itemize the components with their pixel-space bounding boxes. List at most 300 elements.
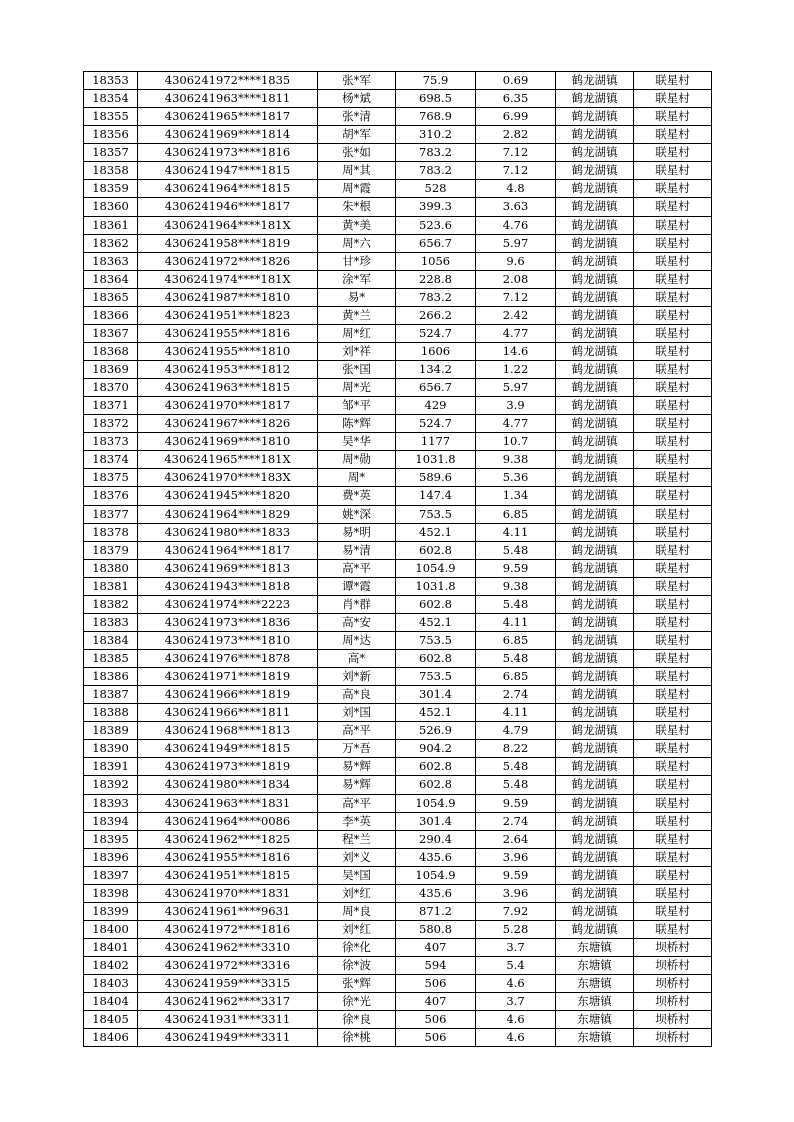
name-cell: 高*平 xyxy=(318,722,396,740)
village-cell: 联星村 xyxy=(634,920,712,938)
row-number-cell: 18403 xyxy=(84,975,138,993)
amount-cell: 783.2 xyxy=(396,288,476,306)
table-row xyxy=(84,740,712,758)
town-cell: 鹤龙湖镇 xyxy=(556,794,634,812)
table-row xyxy=(84,451,712,469)
table-row xyxy=(84,794,712,812)
town-cell: 鹤龙湖镇 xyxy=(556,758,634,776)
area-cell: 14.6 xyxy=(476,342,556,360)
name-cell: 黄*兰 xyxy=(318,306,396,324)
name-cell: 刘*红 xyxy=(318,884,396,902)
amount-cell: 602.8 xyxy=(396,595,476,613)
table-row xyxy=(84,758,712,776)
village-cell: 坝桥村 xyxy=(634,939,712,957)
name-cell: 刘*义 xyxy=(318,848,396,866)
town-cell: 东塘镇 xyxy=(556,1029,634,1047)
village-cell: 联星村 xyxy=(634,884,712,902)
amount-cell: 602.8 xyxy=(396,776,476,794)
village-cell: 坝桥村 xyxy=(634,993,712,1011)
row-number-cell: 18356 xyxy=(84,126,138,144)
amount-cell: 656.7 xyxy=(396,234,476,252)
row-number-cell: 18392 xyxy=(84,776,138,794)
amount-cell: 528 xyxy=(396,180,476,198)
amount-cell: 524.7 xyxy=(396,324,476,342)
village-cell: 联星村 xyxy=(634,541,712,559)
village-cell: 联星村 xyxy=(634,415,712,433)
name-cell: 甘*珍 xyxy=(318,252,396,270)
village-cell: 联星村 xyxy=(634,577,712,595)
id-number-cell: 4306241958****1819 xyxy=(138,234,318,252)
row-number-cell: 18366 xyxy=(84,306,138,324)
table-row xyxy=(84,902,712,920)
name-cell: 周*勋 xyxy=(318,451,396,469)
row-number-cell: 18405 xyxy=(84,1011,138,1029)
name-cell: 易*清 xyxy=(318,541,396,559)
village-cell: 联星村 xyxy=(634,848,712,866)
town-cell: 鹤龙湖镇 xyxy=(556,216,634,234)
row-number-cell: 18399 xyxy=(84,902,138,920)
name-cell: 刘*新 xyxy=(318,668,396,686)
town-cell: 鹤龙湖镇 xyxy=(556,595,634,613)
village-cell: 联星村 xyxy=(634,324,712,342)
id-number-cell: 4306241955****1810 xyxy=(138,342,318,360)
id-number-cell: 4306241943****1818 xyxy=(138,577,318,595)
village-cell: 联星村 xyxy=(634,866,712,884)
name-cell: 刘*红 xyxy=(318,920,396,938)
village-cell: 联星村 xyxy=(634,252,712,270)
id-number-cell: 4306241964****0086 xyxy=(138,812,318,830)
id-number-cell: 4306241974****181X xyxy=(138,270,318,288)
amount-cell: 147.4 xyxy=(396,487,476,505)
id-number-cell: 4306241973****1810 xyxy=(138,631,318,649)
row-number-cell: 18359 xyxy=(84,180,138,198)
name-cell: 朱*根 xyxy=(318,198,396,216)
id-number-cell: 4306241964****1815 xyxy=(138,180,318,198)
row-number-cell: 18358 xyxy=(84,162,138,180)
id-number-cell: 4306241967****1826 xyxy=(138,415,318,433)
village-cell: 联星村 xyxy=(634,559,712,577)
town-cell: 鹤龙湖镇 xyxy=(556,577,634,595)
village-cell: 联星村 xyxy=(634,397,712,415)
name-cell: 周*光 xyxy=(318,379,396,397)
town-cell: 东塘镇 xyxy=(556,1011,634,1029)
data-table xyxy=(83,71,712,1047)
id-number-cell: 4306241962****3317 xyxy=(138,993,318,1011)
name-cell: 徐*波 xyxy=(318,957,396,975)
amount-cell: 1054.9 xyxy=(396,794,476,812)
row-number-cell: 18402 xyxy=(84,957,138,975)
amount-cell: 698.5 xyxy=(396,90,476,108)
area-cell: 5.48 xyxy=(476,758,556,776)
area-cell: 3.96 xyxy=(476,884,556,902)
table-row xyxy=(84,975,712,993)
town-cell: 鹤龙湖镇 xyxy=(556,631,634,649)
area-cell: 4.11 xyxy=(476,613,556,631)
village-cell: 联星村 xyxy=(634,902,712,920)
name-cell: 周*其 xyxy=(318,162,396,180)
id-number-cell: 4306241951****1823 xyxy=(138,306,318,324)
amount-cell: 602.8 xyxy=(396,541,476,559)
row-number-cell: 18380 xyxy=(84,559,138,577)
area-cell: 6.35 xyxy=(476,90,556,108)
area-cell: 6.85 xyxy=(476,505,556,523)
town-cell: 鹤龙湖镇 xyxy=(556,342,634,360)
village-cell: 联星村 xyxy=(634,794,712,812)
town-cell: 鹤龙湖镇 xyxy=(556,505,634,523)
amount-cell: 266.2 xyxy=(396,306,476,324)
table-row xyxy=(84,939,712,957)
town-cell: 鹤龙湖镇 xyxy=(556,90,634,108)
amount-cell: 506 xyxy=(396,975,476,993)
town-cell: 鹤龙湖镇 xyxy=(556,559,634,577)
village-cell: 联星村 xyxy=(634,740,712,758)
amount-cell: 602.8 xyxy=(396,650,476,668)
village-cell: 联星村 xyxy=(634,144,712,162)
table-row xyxy=(84,198,712,216)
amount-cell: 301.4 xyxy=(396,686,476,704)
row-number-cell: 18382 xyxy=(84,595,138,613)
village-cell: 联星村 xyxy=(634,722,712,740)
row-number-cell: 18361 xyxy=(84,216,138,234)
id-number-cell: 4306241980****1833 xyxy=(138,523,318,541)
id-number-cell: 4306241965****181X xyxy=(138,451,318,469)
row-number-cell: 18394 xyxy=(84,812,138,830)
area-cell: 1.34 xyxy=(476,487,556,505)
village-cell: 联星村 xyxy=(634,72,712,90)
area-cell: 2.74 xyxy=(476,686,556,704)
row-number-cell: 18393 xyxy=(84,794,138,812)
area-cell: 9.59 xyxy=(476,866,556,884)
area-cell: 3.63 xyxy=(476,198,556,216)
amount-cell: 783.2 xyxy=(396,144,476,162)
row-number-cell: 18398 xyxy=(84,884,138,902)
row-number-cell: 18396 xyxy=(84,848,138,866)
town-cell: 鹤龙湖镇 xyxy=(556,920,634,938)
town-cell: 鹤龙湖镇 xyxy=(556,234,634,252)
row-number-cell: 18383 xyxy=(84,613,138,631)
name-cell: 费*英 xyxy=(318,487,396,505)
row-number-cell: 18387 xyxy=(84,686,138,704)
name-cell: 徐*光 xyxy=(318,993,396,1011)
table-row xyxy=(84,415,712,433)
amount-cell: 1177 xyxy=(396,433,476,451)
town-cell: 鹤龙湖镇 xyxy=(556,306,634,324)
town-cell: 东塘镇 xyxy=(556,939,634,957)
village-cell: 联星村 xyxy=(634,162,712,180)
name-cell: 张*国 xyxy=(318,361,396,379)
id-number-cell: 4306241968****1813 xyxy=(138,722,318,740)
table-row xyxy=(84,306,712,324)
town-cell: 鹤龙湖镇 xyxy=(556,523,634,541)
amount-cell: 594 xyxy=(396,957,476,975)
village-cell: 联星村 xyxy=(634,469,712,487)
town-cell: 鹤龙湖镇 xyxy=(556,884,634,902)
area-cell: 10.7 xyxy=(476,433,556,451)
id-number-cell: 4306241974****2223 xyxy=(138,595,318,613)
row-number-cell: 18355 xyxy=(84,108,138,126)
id-number-cell: 4306241931****3311 xyxy=(138,1011,318,1029)
id-number-cell: 4306241945****1820 xyxy=(138,487,318,505)
amount-cell: 429 xyxy=(396,397,476,415)
id-number-cell: 4306241963****1811 xyxy=(138,90,318,108)
id-number-cell: 4306241961****9631 xyxy=(138,902,318,920)
table-row xyxy=(84,288,712,306)
amount-cell: 290.4 xyxy=(396,830,476,848)
row-number-cell: 18367 xyxy=(84,324,138,342)
town-cell: 鹤龙湖镇 xyxy=(556,469,634,487)
town-cell: 鹤龙湖镇 xyxy=(556,704,634,722)
amount-cell: 1054.9 xyxy=(396,866,476,884)
town-cell: 鹤龙湖镇 xyxy=(556,108,634,126)
town-cell: 鹤龙湖镇 xyxy=(556,812,634,830)
town-cell: 鹤龙湖镇 xyxy=(556,252,634,270)
area-cell: 7.12 xyxy=(476,144,556,162)
row-number-cell: 18400 xyxy=(84,920,138,938)
area-cell: 4.11 xyxy=(476,704,556,722)
town-cell: 鹤龙湖镇 xyxy=(556,288,634,306)
table-row xyxy=(84,613,712,631)
town-cell: 鹤龙湖镇 xyxy=(556,541,634,559)
row-number-cell: 18397 xyxy=(84,866,138,884)
table-row xyxy=(84,216,712,234)
village-cell: 联星村 xyxy=(634,776,712,794)
id-number-cell: 4306241969****1814 xyxy=(138,126,318,144)
area-cell: 4.77 xyxy=(476,324,556,342)
amount-cell: 783.2 xyxy=(396,162,476,180)
table-row xyxy=(84,704,712,722)
town-cell: 鹤龙湖镇 xyxy=(556,361,634,379)
town-cell: 鹤龙湖镇 xyxy=(556,397,634,415)
area-cell: 0.69 xyxy=(476,72,556,90)
village-cell: 联星村 xyxy=(634,595,712,613)
village-cell: 坝桥村 xyxy=(634,957,712,975)
area-cell: 2.42 xyxy=(476,306,556,324)
amount-cell: 435.6 xyxy=(396,848,476,866)
id-number-cell: 4306241951****1815 xyxy=(138,866,318,884)
row-number-cell: 18390 xyxy=(84,740,138,758)
town-cell: 鹤龙湖镇 xyxy=(556,433,634,451)
row-number-cell: 18365 xyxy=(84,288,138,306)
name-cell: 刘*祥 xyxy=(318,342,396,360)
name-cell: 周* xyxy=(318,469,396,487)
row-number-cell: 18375 xyxy=(84,469,138,487)
table-row xyxy=(84,866,712,884)
area-cell: 5.4 xyxy=(476,957,556,975)
name-cell: 程*兰 xyxy=(318,830,396,848)
row-number-cell: 18391 xyxy=(84,758,138,776)
amount-cell: 589.6 xyxy=(396,469,476,487)
row-number-cell: 18381 xyxy=(84,577,138,595)
table-row xyxy=(84,252,712,270)
amount-cell: 452.1 xyxy=(396,704,476,722)
area-cell: 9.38 xyxy=(476,577,556,595)
table-row xyxy=(84,631,712,649)
name-cell: 徐*化 xyxy=(318,939,396,957)
area-cell: 4.6 xyxy=(476,1011,556,1029)
village-cell: 联星村 xyxy=(634,216,712,234)
row-number-cell: 18395 xyxy=(84,830,138,848)
id-number-cell: 4306241964****181X xyxy=(138,216,318,234)
area-cell: 4.11 xyxy=(476,523,556,541)
name-cell: 徐*桃 xyxy=(318,1029,396,1047)
area-cell: 5.97 xyxy=(476,379,556,397)
row-number-cell: 18376 xyxy=(84,487,138,505)
area-cell: 3.7 xyxy=(476,939,556,957)
table-row xyxy=(84,505,712,523)
table-row xyxy=(84,72,712,90)
name-cell: 高*安 xyxy=(318,613,396,631)
table-row xyxy=(84,848,712,866)
amount-cell: 526.9 xyxy=(396,722,476,740)
town-cell: 鹤龙湖镇 xyxy=(556,776,634,794)
name-cell: 黄*美 xyxy=(318,216,396,234)
name-cell: 张*如 xyxy=(318,144,396,162)
table-row xyxy=(84,180,712,198)
name-cell: 易*辉 xyxy=(318,758,396,776)
id-number-cell: 4306241972****3316 xyxy=(138,957,318,975)
area-cell: 6.85 xyxy=(476,631,556,649)
village-cell: 联星村 xyxy=(634,523,712,541)
village-cell: 联星村 xyxy=(634,686,712,704)
row-number-cell: 18363 xyxy=(84,252,138,270)
amount-cell: 524.7 xyxy=(396,415,476,433)
name-cell: 高* xyxy=(318,650,396,668)
table-row xyxy=(84,686,712,704)
id-number-cell: 4306241966****1819 xyxy=(138,686,318,704)
row-number-cell: 18378 xyxy=(84,523,138,541)
table-row xyxy=(84,397,712,415)
village-cell: 联星村 xyxy=(634,451,712,469)
name-cell: 徐*良 xyxy=(318,1011,396,1029)
id-number-cell: 4306241953****1812 xyxy=(138,361,318,379)
id-number-cell: 4306241965****1817 xyxy=(138,108,318,126)
amount-cell: 407 xyxy=(396,939,476,957)
area-cell: 7.92 xyxy=(476,902,556,920)
town-cell: 鹤龙湖镇 xyxy=(556,740,634,758)
row-number-cell: 18369 xyxy=(84,361,138,379)
row-number-cell: 18374 xyxy=(84,451,138,469)
table-row xyxy=(84,830,712,848)
area-cell: 4.6 xyxy=(476,975,556,993)
town-cell: 鹤龙湖镇 xyxy=(556,902,634,920)
table-row xyxy=(84,90,712,108)
row-number-cell: 18377 xyxy=(84,505,138,523)
area-cell: 3.96 xyxy=(476,848,556,866)
table-row xyxy=(84,812,712,830)
name-cell: 姚*深 xyxy=(318,505,396,523)
village-cell: 联星村 xyxy=(634,613,712,631)
area-cell: 5.48 xyxy=(476,776,556,794)
table-row xyxy=(84,595,712,613)
name-cell: 易*辉 xyxy=(318,776,396,794)
name-cell: 易* xyxy=(318,288,396,306)
area-cell: 3.7 xyxy=(476,993,556,1011)
id-number-cell: 4306241976****1878 xyxy=(138,650,318,668)
name-cell: 高*良 xyxy=(318,686,396,704)
id-number-cell: 4306241949****3311 xyxy=(138,1029,318,1047)
table-row xyxy=(84,324,712,342)
town-cell: 鹤龙湖镇 xyxy=(556,830,634,848)
area-cell: 4.77 xyxy=(476,415,556,433)
town-cell: 鹤龙湖镇 xyxy=(556,198,634,216)
amount-cell: 228.8 xyxy=(396,270,476,288)
row-number-cell: 18385 xyxy=(84,650,138,668)
area-cell: 5.36 xyxy=(476,469,556,487)
row-number-cell: 18354 xyxy=(84,90,138,108)
row-number-cell: 18388 xyxy=(84,704,138,722)
amount-cell: 399.3 xyxy=(396,198,476,216)
table-row xyxy=(84,1029,712,1047)
town-cell: 东塘镇 xyxy=(556,975,634,993)
village-cell: 联星村 xyxy=(634,180,712,198)
village-cell: 联星村 xyxy=(634,198,712,216)
town-cell: 鹤龙湖镇 xyxy=(556,451,634,469)
table-row xyxy=(84,108,712,126)
village-cell: 联星村 xyxy=(634,270,712,288)
name-cell: 谭*霞 xyxy=(318,577,396,595)
amount-cell: 310.2 xyxy=(396,126,476,144)
name-cell: 李*英 xyxy=(318,812,396,830)
village-cell: 坝桥村 xyxy=(634,975,712,993)
amount-cell: 435.6 xyxy=(396,884,476,902)
village-cell: 联星村 xyxy=(634,108,712,126)
table-row xyxy=(84,559,712,577)
village-cell: 联星村 xyxy=(634,812,712,830)
area-cell: 5.28 xyxy=(476,920,556,938)
village-cell: 联星村 xyxy=(634,306,712,324)
id-number-cell: 4306241947****1815 xyxy=(138,162,318,180)
table-row xyxy=(84,361,712,379)
id-number-cell: 4306241970****1831 xyxy=(138,884,318,902)
row-number-cell: 18360 xyxy=(84,198,138,216)
row-number-cell: 18384 xyxy=(84,631,138,649)
town-cell: 鹤龙湖镇 xyxy=(556,686,634,704)
town-cell: 鹤龙湖镇 xyxy=(556,180,634,198)
amount-cell: 753.5 xyxy=(396,631,476,649)
table-row xyxy=(84,487,712,505)
area-cell: 9.38 xyxy=(476,451,556,469)
amount-cell: 523.6 xyxy=(396,216,476,234)
id-number-cell: 4306241964****1817 xyxy=(138,541,318,559)
village-cell: 联星村 xyxy=(634,342,712,360)
amount-cell: 506 xyxy=(396,1011,476,1029)
id-number-cell: 4306241959****3315 xyxy=(138,975,318,993)
amount-cell: 452.1 xyxy=(396,613,476,631)
id-number-cell: 4306241962****1825 xyxy=(138,830,318,848)
name-cell: 胡*军 xyxy=(318,126,396,144)
amount-cell: 580.8 xyxy=(396,920,476,938)
area-cell: 5.48 xyxy=(476,650,556,668)
table-row xyxy=(84,234,712,252)
table-row xyxy=(84,144,712,162)
id-number-cell: 4306241963****1815 xyxy=(138,379,318,397)
table-row xyxy=(84,126,712,144)
id-number-cell: 4306241964****1829 xyxy=(138,505,318,523)
town-cell: 东塘镇 xyxy=(556,993,634,1011)
town-cell: 鹤龙湖镇 xyxy=(556,324,634,342)
name-cell: 吴*国 xyxy=(318,866,396,884)
id-number-cell: 4306241949****1815 xyxy=(138,740,318,758)
area-cell: 5.97 xyxy=(476,234,556,252)
amount-cell: 506 xyxy=(396,1029,476,1047)
id-number-cell: 4306241970****183X xyxy=(138,469,318,487)
village-cell: 联星村 xyxy=(634,487,712,505)
village-cell: 联星村 xyxy=(634,288,712,306)
name-cell: 刘*国 xyxy=(318,704,396,722)
id-number-cell: 4306241973****1836 xyxy=(138,613,318,631)
table-row xyxy=(84,270,712,288)
amount-cell: 1056 xyxy=(396,252,476,270)
